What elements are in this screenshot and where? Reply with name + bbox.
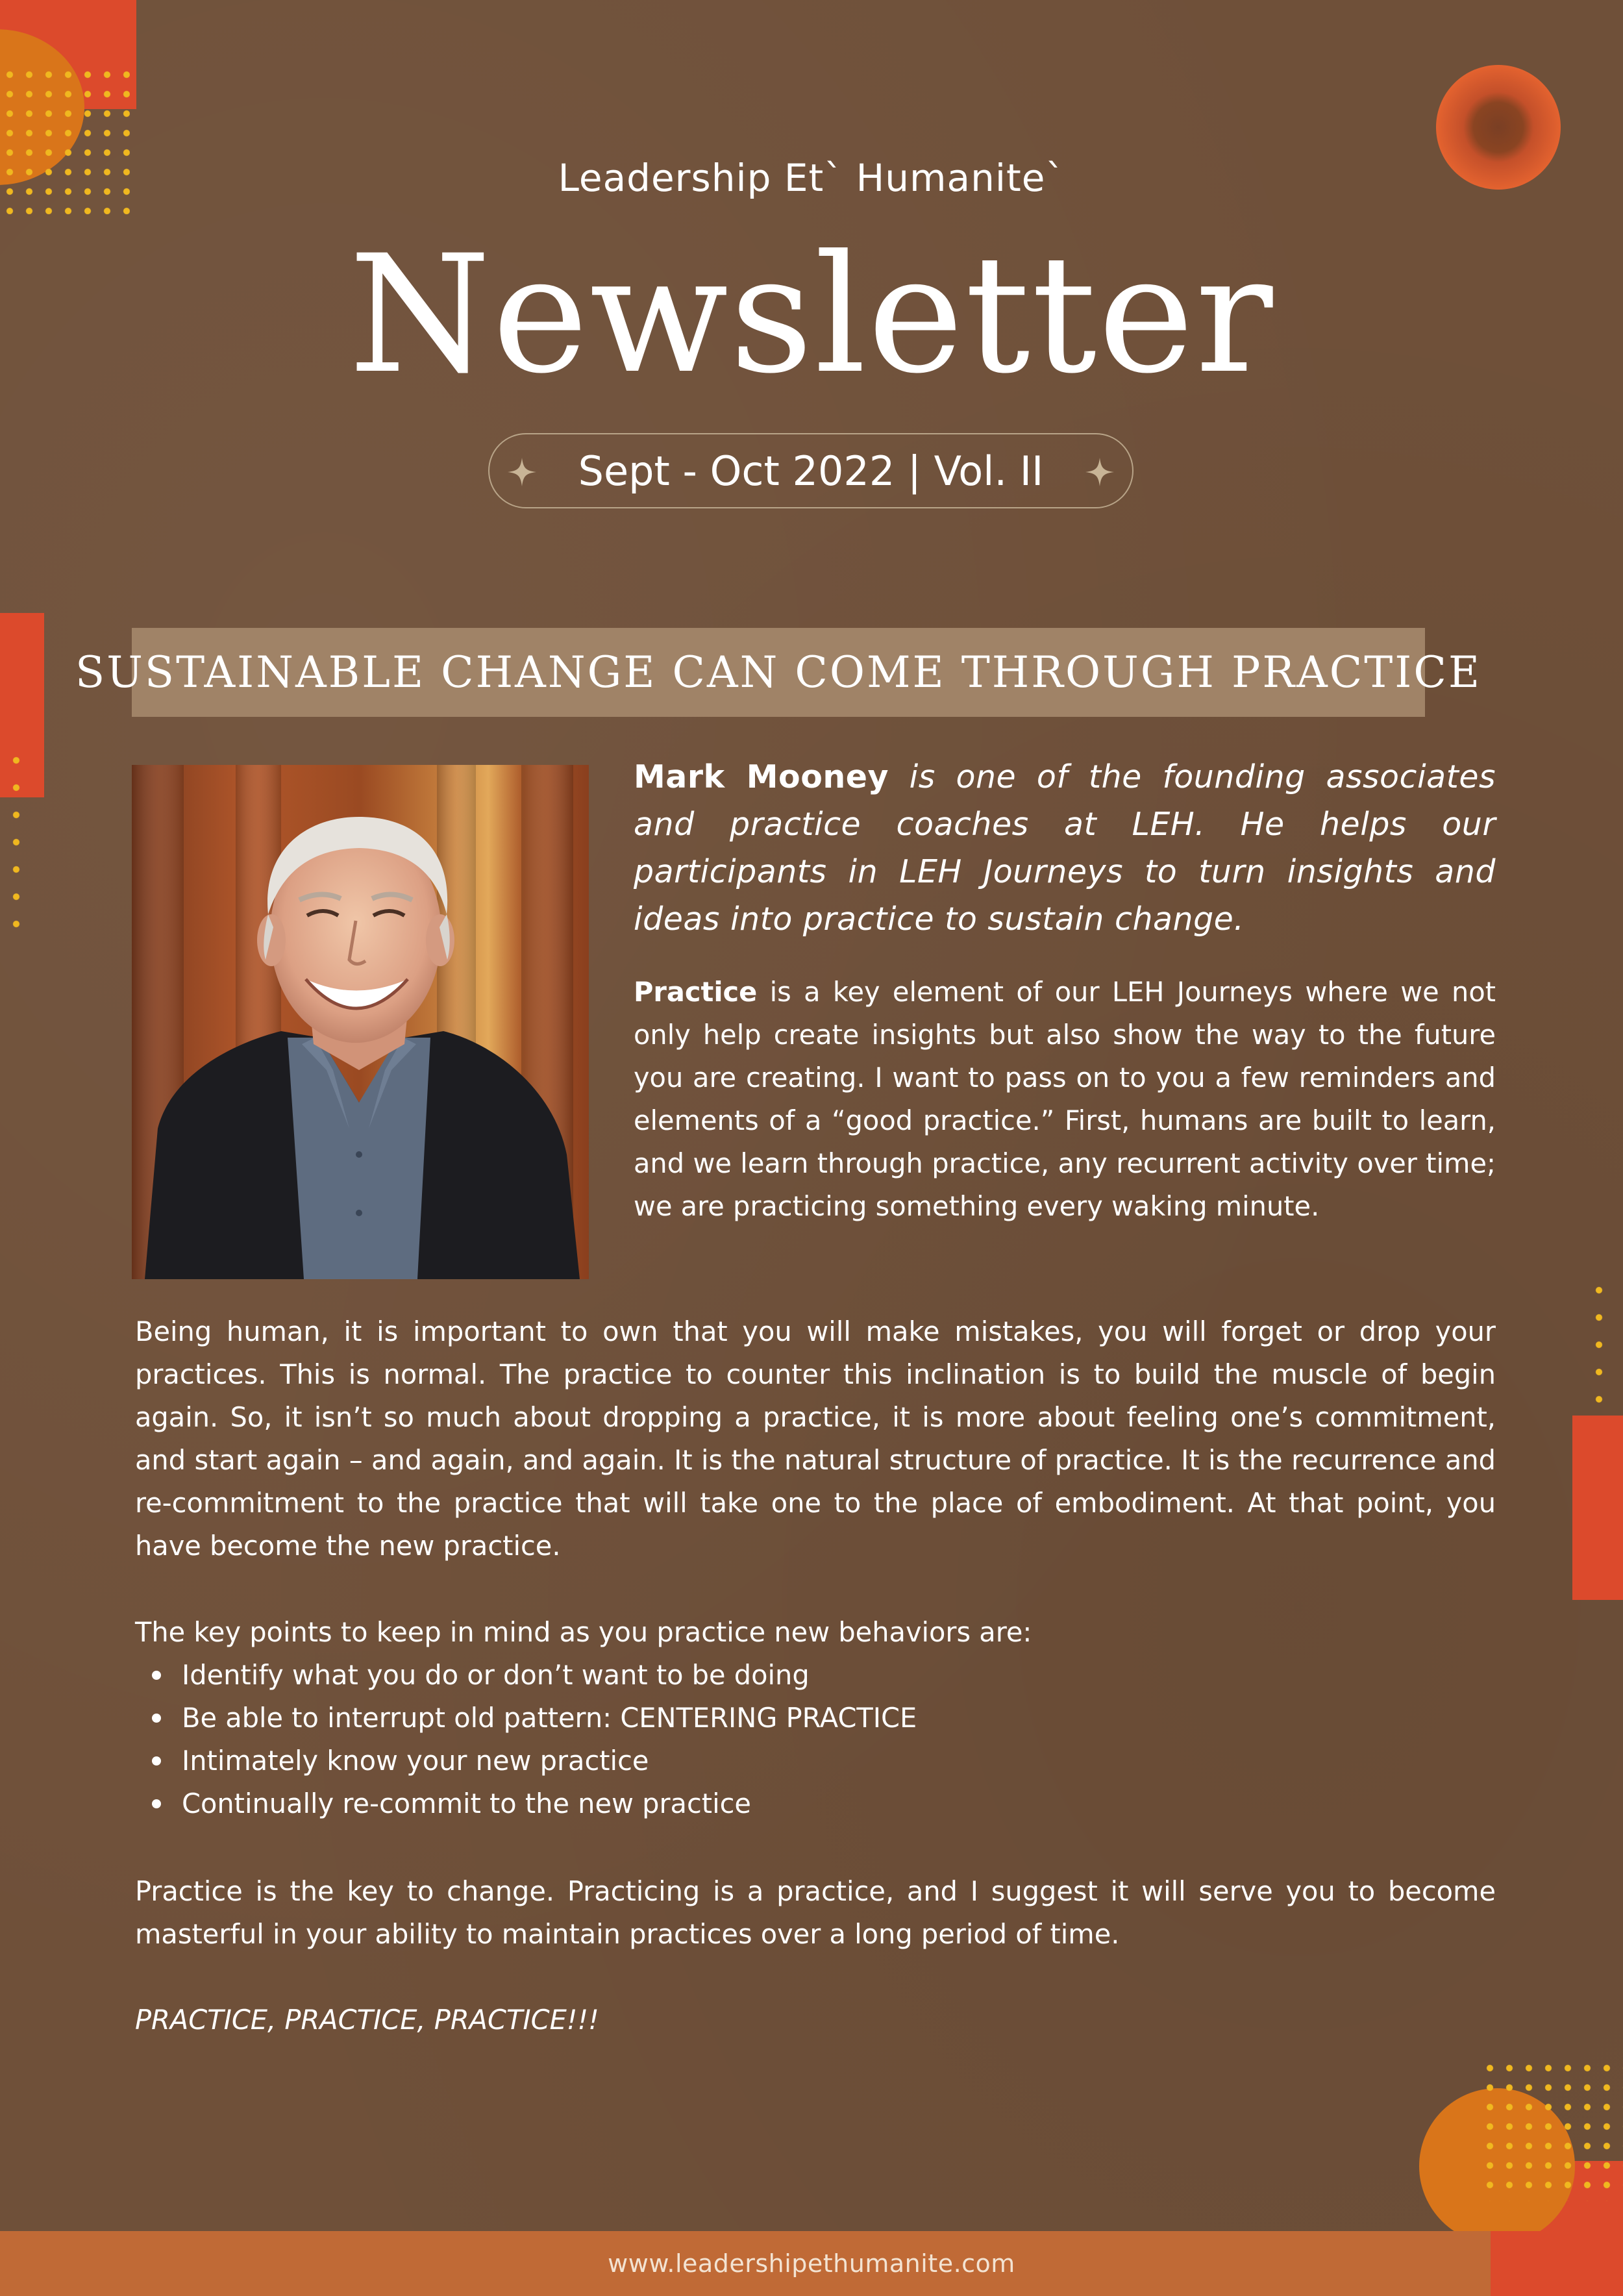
newsletter-title: Newsletter (349, 220, 1274, 409)
being-human-paragraph: Being human, it is important to own that you will make mistakes, you will forget or drop your practices. This is normal. The practice to counter this inclination is to build the muscle of begin again. So, it isn’t so much about dropping a practice, it is more about feeling one’s commitment, and start again – and again, and again. It is the natural structure of practice. It is the recurrence and re-commitment to the practice that will take one to the place of embodiment. At that point, you have become the new practice. (135, 1316, 1496, 1562)
list-item: Identify what you do or don’t want to be doing (135, 1654, 1496, 1697)
practice-text: is a key element of our LEH Journeys where we not only help create insights but also show the way to the future you are creating. I want to pass on to you a few reminders and elements of a “good practice.” First, humans are built to learn, and we learn through practice, any recurrent activity over time; we are practicing something every waking minute. (634, 976, 1496, 1222)
newsletter-subtitle: Leadership Et` Humanite` (558, 156, 1065, 200)
intro-text: is one of the founding associates and practice coaches at LEH. He helps our participants in LEH Journeys to turn insights and ideas into practice to sustain change. (634, 758, 1496, 938)
key-points-intro: The key points to keep in mind as you practice new behaviors are: (135, 1616, 1032, 1648)
portrait-photo (132, 765, 589, 1279)
practice-lead: Practice (634, 976, 758, 1008)
decor-left-dots (6, 747, 26, 942)
final-line: PRACTICE, PRACTICE, PRACTICE!!! (135, 2004, 599, 2036)
practice-paragraph (634, 971, 1496, 1228)
headline-text: SUSTAINABLE CHANGE CAN COME THROUGH PRACTICE (75, 647, 1481, 697)
issue-date: Sept - Oct 2022 | Vol. II (578, 447, 1044, 495)
key-points-list (135, 1654, 1496, 1825)
closing-paragraph: Practice is the key to change. Practicing is a practice, and I suggest it will serve you to become masterful in your ability to maintain practices over a long period of time. (135, 1875, 1496, 1950)
intro-name: Mark Mooney (634, 758, 889, 795)
sparkle-icon-right (1084, 456, 1115, 488)
issue-pill (488, 433, 1134, 508)
headline-banner (75, 628, 1481, 717)
footer-url-link[interactable]: www.leadershipethumanite.com (608, 2249, 1015, 2278)
list-item: Continually re-commit to the new practice (135, 1782, 1496, 1825)
intro-paragraph (634, 753, 1496, 943)
list-item: Be able to interrupt old pattern: CENTERING PRACTICE (135, 1697, 1496, 1740)
decor-bottom-right-dots (1480, 2058, 1623, 2201)
portrait-photo-icon (132, 765, 589, 1279)
decor-right-red-bar (1572, 1416, 1623, 1600)
list-item: Intimately know your new practice (135, 1740, 1496, 1782)
